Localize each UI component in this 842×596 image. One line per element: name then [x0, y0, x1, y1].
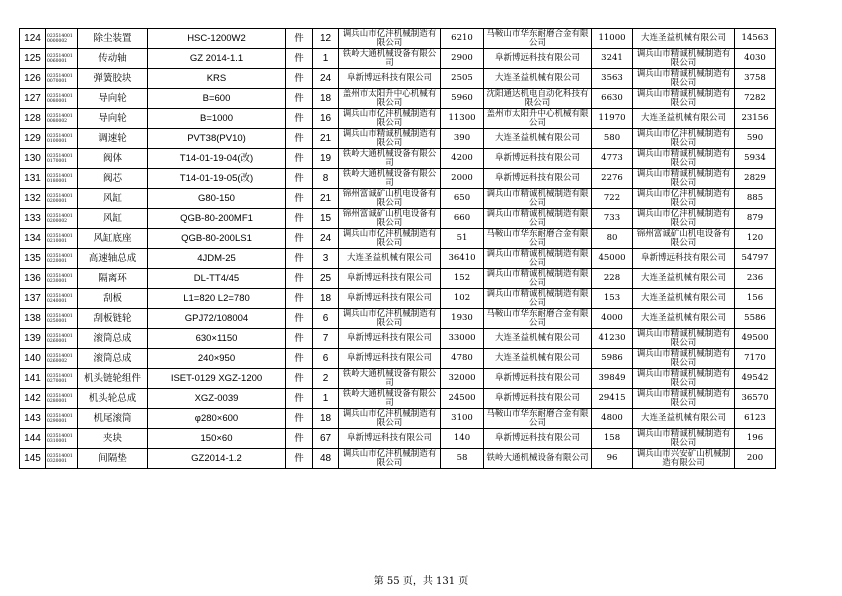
- supplier-3: 调兵山市精诚机械制造有限公司: [633, 369, 735, 389]
- supplier-2: 马鞍山市华东耐磨合金有限公司: [484, 29, 592, 49]
- item-name: 风缸: [78, 189, 148, 209]
- table-row: [20, 149, 776, 169]
- price-3: 2829: [735, 169, 776, 189]
- item-quantity: 19: [313, 149, 339, 169]
- item-spec: GZ 2014-1.1: [148, 49, 286, 69]
- supplier-1: 调兵山市亿沣机械制造有限公司: [339, 409, 441, 429]
- supplier-3: 大连圣益机械有限公司: [633, 109, 735, 129]
- item-unit: 件: [286, 209, 313, 229]
- material-code: 023514001 0260001: [46, 329, 78, 349]
- row-number: 141: [20, 369, 46, 389]
- table-row: [20, 329, 776, 349]
- row-number: 140: [20, 349, 46, 369]
- item-name: 夹块: [78, 429, 148, 449]
- price-1: 58: [441, 449, 484, 469]
- supplier-2: 大连圣益机械有限公司: [484, 129, 592, 149]
- material-code: 023514001 0320001: [46, 449, 78, 469]
- item-name: 滚筒总成: [78, 329, 148, 349]
- item-quantity: 1: [313, 389, 339, 409]
- item-quantity: 15: [313, 209, 339, 229]
- row-number: 131: [20, 169, 46, 189]
- material-code: 023514001 0220001: [46, 249, 78, 269]
- material-code: 023514001 0290001: [46, 409, 78, 429]
- price-1: 660: [441, 209, 484, 229]
- item-name: 高速轴总成: [78, 249, 148, 269]
- price-1: 1930: [441, 309, 484, 329]
- item-spec: XGZ-0039: [148, 389, 286, 409]
- supplier-1: 调兵山市亿沣机械制造有限公司: [339, 309, 441, 329]
- price-2: 153: [592, 289, 633, 309]
- item-spec: L1=820 L2=780: [148, 289, 286, 309]
- supplier-2: 沈阳通达机电自动化科技有限公司: [484, 89, 592, 109]
- item-spec: φ280×600: [148, 409, 286, 429]
- price-2: 4773: [592, 149, 633, 169]
- material-code: 023514001 0070001: [46, 69, 78, 89]
- item-quantity: 7: [313, 329, 339, 349]
- row-number: 130: [20, 149, 46, 169]
- price-3: 7170: [735, 349, 776, 369]
- item-unit: 件: [286, 29, 313, 49]
- row-number: 135: [20, 249, 46, 269]
- item-spec: 150×60: [148, 429, 286, 449]
- price-2: 6630: [592, 89, 633, 109]
- supplier-1: 阜新博远科技有限公司: [339, 269, 441, 289]
- supplier-3: 调兵山市兴安矿山机械制造有限公司: [633, 449, 735, 469]
- price-3: 36570: [735, 389, 776, 409]
- price-1: 51: [441, 229, 484, 249]
- supplier-2: 马鞍山市华东耐磨合金有限公司: [484, 409, 592, 429]
- item-name: 间隔垫: [78, 449, 148, 469]
- item-spec: B=1000: [148, 109, 286, 129]
- item-unit: 件: [286, 229, 313, 249]
- item-unit: 件: [286, 189, 313, 209]
- material-code: 023514001 0280001: [46, 389, 78, 409]
- item-name: 阀芯: [78, 169, 148, 189]
- price-1: 2900: [441, 49, 484, 69]
- supplier-2: 大连圣益机械有限公司: [484, 69, 592, 89]
- price-2: 80: [592, 229, 633, 249]
- supplier-3: 调兵山市亿沣机械制造有限公司: [633, 189, 735, 209]
- price-2: 733: [592, 209, 633, 229]
- table-row: [20, 269, 776, 289]
- row-number: 128: [20, 109, 46, 129]
- supplier-3: 阜新博远科技有限公司: [633, 249, 735, 269]
- supplier-2: 马鞍山市华东耐磨合金有限公司: [484, 229, 592, 249]
- item-unit: 件: [286, 109, 313, 129]
- item-name: 隔离环: [78, 269, 148, 289]
- price-1: 6210: [441, 29, 484, 49]
- price-2: 2276: [592, 169, 633, 189]
- price-3: 3758: [735, 69, 776, 89]
- price-1: 32000: [441, 369, 484, 389]
- item-name: 刮板链轮: [78, 309, 148, 329]
- item-spec: GZ2014-1.2: [148, 449, 286, 469]
- item-unit: 件: [286, 349, 313, 369]
- supplier-2: 调兵山市精诚机械制造有限公司: [484, 189, 592, 209]
- price-1: 650: [441, 189, 484, 209]
- item-name: 机头轮总成: [78, 389, 148, 409]
- item-spec: 240×950: [148, 349, 286, 369]
- table-row: [20, 349, 776, 369]
- supplier-3: 锦州富诚矿山机电设备有限公司: [633, 229, 735, 249]
- supplier-1: 阜新博远科技有限公司: [339, 429, 441, 449]
- price-3: 196: [735, 429, 776, 449]
- supplier-3: 调兵山市精诚机械制造有限公司: [633, 149, 735, 169]
- table-row: [20, 289, 776, 309]
- supplier-1: 调兵山市亿沣机械制造有限公司: [339, 29, 441, 49]
- item-quantity: 25: [313, 269, 339, 289]
- price-3: 236: [735, 269, 776, 289]
- table-row: [20, 409, 776, 429]
- item-quantity: 48: [313, 449, 339, 469]
- supplier-2: 调兵山市精诚机械制造有限公司: [484, 209, 592, 229]
- table-row: [20, 169, 776, 189]
- item-quantity: 18: [313, 409, 339, 429]
- price-3: 5586: [735, 309, 776, 329]
- item-unit: 件: [286, 449, 313, 469]
- item-name: 风缸底座: [78, 229, 148, 249]
- material-code: 023514001 0270001: [46, 369, 78, 389]
- item-quantity: 6: [313, 349, 339, 369]
- row-number: 143: [20, 409, 46, 429]
- item-name: 阀体: [78, 149, 148, 169]
- supplier-1: 铁岭大通机械设备有限公司: [339, 389, 441, 409]
- supplier-2: 大连圣益机械有限公司: [484, 329, 592, 349]
- price-1: 3100: [441, 409, 484, 429]
- price-2: 3241: [592, 49, 633, 69]
- price-3: 590: [735, 129, 776, 149]
- material-code: 023514001 0260002: [46, 349, 78, 369]
- item-quantity: 18: [313, 89, 339, 109]
- price-3: 5934: [735, 149, 776, 169]
- supplier-3: 大连圣益机械有限公司: [633, 289, 735, 309]
- material-code: 023514001 0080002: [46, 109, 78, 129]
- supplier-3: 大连圣益机械有限公司: [633, 309, 735, 329]
- item-unit: 件: [286, 249, 313, 269]
- supplier-2: 大连圣益机械有限公司: [484, 349, 592, 369]
- material-code: 023514001 0200002: [46, 209, 78, 229]
- item-quantity: 18: [313, 289, 339, 309]
- item-quantity: 21: [313, 189, 339, 209]
- price-2: 39849: [592, 369, 633, 389]
- row-number: 134: [20, 229, 46, 249]
- price-1: 4200: [441, 149, 484, 169]
- item-name: 机头链轮组件: [78, 369, 148, 389]
- supplier-3: 调兵山市精诚机械制造有限公司: [633, 349, 735, 369]
- item-quantity: 16: [313, 109, 339, 129]
- supplier-2: 马鞍山市华东耐磨合金有限公司: [484, 309, 592, 329]
- price-2: 722: [592, 189, 633, 209]
- row-number: 145: [20, 449, 46, 469]
- item-name: 机尾滚筒: [78, 409, 148, 429]
- price-1: 390: [441, 129, 484, 149]
- item-spec: HSC-1200W2: [148, 29, 286, 49]
- table-row: [20, 229, 776, 249]
- material-code: 023514001 0230001: [46, 269, 78, 289]
- item-name: 导向轮: [78, 109, 148, 129]
- table-row: [20, 49, 776, 69]
- price-1: 33000: [441, 329, 484, 349]
- item-unit: 件: [286, 89, 313, 109]
- supplier-1: 调兵山市亿沣机械制造有限公司: [339, 449, 441, 469]
- supplier-1: 锦州富诚矿山机电设备有限公司: [339, 209, 441, 229]
- price-3: 49542: [735, 369, 776, 389]
- item-unit: 件: [286, 389, 313, 409]
- price-1: 2000: [441, 169, 484, 189]
- material-code: 023514001 0240001: [46, 289, 78, 309]
- item-unit: 件: [286, 129, 313, 149]
- page-footer: 第 55 页，共 131 页: [373, 576, 469, 587]
- row-number: 124: [20, 29, 46, 49]
- price-1: 5960: [441, 89, 484, 109]
- price-3: 156: [735, 289, 776, 309]
- supplier-2: 阜新博远科技有限公司: [484, 429, 592, 449]
- price-3: 49500: [735, 329, 776, 349]
- price-3: 23156: [735, 109, 776, 129]
- supplier-2: 调兵山市精诚机械制造有限公司: [484, 249, 592, 269]
- price-1: 24500: [441, 389, 484, 409]
- table-row: [20, 69, 776, 89]
- table-row: [20, 129, 776, 149]
- material-code: 023514001 0310001: [46, 429, 78, 449]
- item-unit: 件: [286, 269, 313, 289]
- material-code: 023514001 0100001: [46, 129, 78, 149]
- item-spec: DL-TT4/45: [148, 269, 286, 289]
- material-code: 023514001 0200001: [46, 189, 78, 209]
- item-spec: KRS: [148, 69, 286, 89]
- price-2: 4800: [592, 409, 633, 429]
- item-unit: 件: [286, 429, 313, 449]
- price-1: 2505: [441, 69, 484, 89]
- supplier-1: 铁岭大通机械设备有限公司: [339, 49, 441, 69]
- item-unit: 件: [286, 69, 313, 89]
- price-2: 5986: [592, 349, 633, 369]
- row-number: 129: [20, 129, 46, 149]
- price-3: 885: [735, 189, 776, 209]
- supplier-1: 铁岭大通机械设备有限公司: [339, 369, 441, 389]
- item-name: 除尘装置: [78, 29, 148, 49]
- item-quantity: 6: [313, 309, 339, 329]
- price-1: 102: [441, 289, 484, 309]
- item-spec: ISET-0129 XGZ-1200: [148, 369, 286, 389]
- supplier-2: 盖州市太阳升中心机械有限公司: [484, 109, 592, 129]
- item-name: 刮板: [78, 289, 148, 309]
- item-spec: G80-150: [148, 189, 286, 209]
- price-2: 580: [592, 129, 633, 149]
- item-quantity: 21: [313, 129, 339, 149]
- item-name: 弹簧胶块: [78, 69, 148, 89]
- table-row: [20, 389, 776, 409]
- price-3: 54797: [735, 249, 776, 269]
- price-1: 152: [441, 269, 484, 289]
- price-1: 11300: [441, 109, 484, 129]
- item-unit: 件: [286, 309, 313, 329]
- item-spec: B=600: [148, 89, 286, 109]
- item-spec: 630×1150: [148, 329, 286, 349]
- price-3: 120: [735, 229, 776, 249]
- price-3: 7282: [735, 89, 776, 109]
- supplier-1: 阜新博远科技有限公司: [339, 329, 441, 349]
- material-code: 023514001 0060001: [46, 49, 78, 69]
- supplier-1: 锦州富诚矿山机电设备有限公司: [339, 189, 441, 209]
- row-number: 126: [20, 69, 46, 89]
- supplier-1: 盖州市太阳升中心机械有限公司: [339, 89, 441, 109]
- supplier-2: 阜新博远科技有限公司: [484, 49, 592, 69]
- table-row: [20, 249, 776, 269]
- row-number: 136: [20, 269, 46, 289]
- price-1: 4780: [441, 349, 484, 369]
- item-unit: 件: [286, 409, 313, 429]
- item-unit: 件: [286, 169, 313, 189]
- supplier-2: 阜新博远科技有限公司: [484, 389, 592, 409]
- material-code: 023514001 0210001: [46, 229, 78, 249]
- supplier-3: 大连圣益机械有限公司: [633, 29, 735, 49]
- row-number: 142: [20, 389, 46, 409]
- price-3: 879: [735, 209, 776, 229]
- price-3: 6123: [735, 409, 776, 429]
- item-name: 传动轴: [78, 49, 148, 69]
- price-2: 4000: [592, 309, 633, 329]
- price-3: 200: [735, 449, 776, 469]
- row-number: 137: [20, 289, 46, 309]
- item-quantity: 24: [313, 229, 339, 249]
- item-unit: 件: [286, 289, 313, 309]
- row-number: 132: [20, 189, 46, 209]
- supplier-1: 调兵山市亿沣机械制造有限公司: [339, 229, 441, 249]
- item-name: 导向轮: [78, 89, 148, 109]
- supplier-3: 调兵山市亿沣机械制造有限公司: [633, 129, 735, 149]
- price-2: 228: [592, 269, 633, 289]
- item-name: 滚筒总成: [78, 349, 148, 369]
- supplier-2: 阜新博远科技有限公司: [484, 369, 592, 389]
- material-code: 023514001 0250001: [46, 309, 78, 329]
- item-quantity: 2: [313, 369, 339, 389]
- supplier-3: 调兵山市亿沣机械制造有限公司: [633, 209, 735, 229]
- table-row: [20, 429, 776, 449]
- supplier-3: 调兵山市精诚机械制造有限公司: [633, 389, 735, 409]
- price-2: 45000: [592, 249, 633, 269]
- supplier-3: 调兵山市精诚机械制造有限公司: [633, 429, 735, 449]
- table-row: [20, 449, 776, 469]
- item-spec: GPJ72/108004: [148, 309, 286, 329]
- price-2: 29415: [592, 389, 633, 409]
- item-spec: PVT38(PV10): [148, 129, 286, 149]
- item-spec: QGB-80-200MF1: [148, 209, 286, 229]
- item-name: 调速轮: [78, 129, 148, 149]
- table-row: [20, 109, 776, 129]
- supplier-1: 铁岭大通机械设备有限公司: [339, 169, 441, 189]
- table-row: [20, 29, 776, 49]
- row-number: 125: [20, 49, 46, 69]
- supplier-2: 调兵山市精诚机械制造有限公司: [484, 269, 592, 289]
- table-row: [20, 189, 776, 209]
- supplier-2: 调兵山市精诚机械制造有限公司: [484, 289, 592, 309]
- item-name: 风缸: [78, 209, 148, 229]
- item-quantity: 67: [313, 429, 339, 449]
- price-2: 11970: [592, 109, 633, 129]
- price-comparison-table: [19, 28, 776, 469]
- supplier-1: 大连圣益机械有限公司: [339, 249, 441, 269]
- price-2: 158: [592, 429, 633, 449]
- item-spec: 4JDM-25: [148, 249, 286, 269]
- row-number: 144: [20, 429, 46, 449]
- item-spec: T14-01-19-05(改): [148, 169, 286, 189]
- item-quantity: 12: [313, 29, 339, 49]
- item-quantity: 8: [313, 169, 339, 189]
- item-unit: 件: [286, 49, 313, 69]
- supplier-1: 阜新博远科技有限公司: [339, 289, 441, 309]
- price-3: 4030: [735, 49, 776, 69]
- row-number: 139: [20, 329, 46, 349]
- item-spec: T14-01-19-04(改): [148, 149, 286, 169]
- price-3: 14563: [735, 29, 776, 49]
- item-quantity: 1: [313, 49, 339, 69]
- supplier-1: 阜新博远科技有限公司: [339, 69, 441, 89]
- supplier-2: 铁岭大通机械设备有限公司: [484, 449, 592, 469]
- supplier-3: 调兵山市精诚机械制造有限公司: [633, 89, 735, 109]
- table-row: [20, 309, 776, 329]
- item-quantity: 3: [313, 249, 339, 269]
- price-2: 3563: [592, 69, 633, 89]
- supplier-3: 调兵山市精诚机械制造有限公司: [633, 329, 735, 349]
- supplier-2: 阜新博远科技有限公司: [484, 169, 592, 189]
- row-number: 133: [20, 209, 46, 229]
- material-code: 023514001 0080001: [46, 89, 78, 109]
- material-code: 023514001 0180001: [46, 169, 78, 189]
- material-code: 023514001 0170001: [46, 149, 78, 169]
- supplier-3: 大连圣益机械有限公司: [633, 269, 735, 289]
- table-row: [20, 89, 776, 109]
- price-1: 36410: [441, 249, 484, 269]
- item-quantity: 24: [313, 69, 339, 89]
- supplier-1: 铁岭大通机械设备有限公司: [339, 149, 441, 169]
- price-2: 11000: [592, 29, 633, 49]
- row-number: 138: [20, 309, 46, 329]
- supplier-3: 调兵山市精诚机械制造有限公司: [633, 69, 735, 89]
- price-2: 41230: [592, 329, 633, 349]
- supplier-1: 调兵山市亿沣机械制造有限公司: [339, 109, 441, 129]
- supplier-1: 调兵山市精诚机械制造有限公司: [339, 129, 441, 149]
- row-number: 127: [20, 89, 46, 109]
- price-1: 140: [441, 429, 484, 449]
- table-row: [20, 209, 776, 229]
- material-code: 023514001 0000002: [46, 29, 78, 49]
- table-row: [20, 369, 776, 389]
- supplier-1: 阜新博远科技有限公司: [339, 349, 441, 369]
- item-unit: 件: [286, 329, 313, 349]
- item-unit: 件: [286, 149, 313, 169]
- supplier-2: 阜新博远科技有限公司: [484, 149, 592, 169]
- price-2: 96: [592, 449, 633, 469]
- supplier-3: 调兵山市精诚机械制造有限公司: [633, 169, 735, 189]
- supplier-3: 调兵山市精诚机械制造有限公司: [633, 49, 735, 69]
- supplier-3: 大连圣益机械有限公司: [633, 409, 735, 429]
- item-unit: 件: [286, 369, 313, 389]
- item-spec: QGB-80-200LS1: [148, 229, 286, 249]
